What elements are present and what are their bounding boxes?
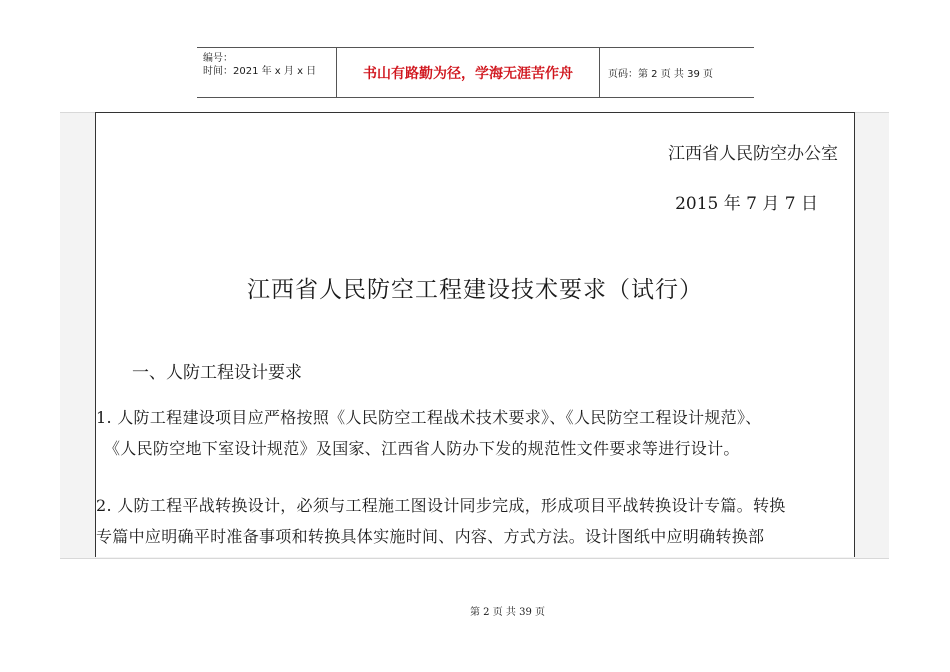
page-code: 页码：第 2 页 共 39 页	[608, 69, 713, 80]
paragraph-2-line-1: 2. 人防工程平战转换设计，必须与工程施工图设计同步完成，形成项目平战转换设计专篇。转换	[96, 496, 786, 515]
document-title: 江西省人民防空工程建设技术要求（试行）	[247, 277, 703, 303]
header-meta	[197, 48, 337, 97]
paragraph-2-line-2: 专篇中应明确平时准备事项和转换具体实施时间、内容、方式方法。设计图纸中应明确转换部	[96, 527, 765, 546]
paragraph-1-line-2: 《人民防空地下室设计规范》及国家、江西省人防办下发的规范性文件要求等进行设计。	[104, 439, 740, 458]
section-heading: 一、人防工程设计要求	[132, 363, 302, 383]
page-header	[197, 47, 754, 98]
document-page	[95, 112, 855, 557]
code-label: 编号：	[203, 53, 233, 64]
motto: 书山有路勤为径，学海无涯苦作舟	[337, 48, 600, 97]
page-footer: 第 2 页 共 39 页	[470, 607, 545, 618]
issue-date: 2015 年 7 月 7 日	[675, 194, 818, 214]
issuing-organization: 江西省人民防空办公室	[668, 144, 838, 164]
paragraph-1-line-1: 1. 人防工程建设项目应严格按照《人民防空工程战术技术要求》、《人民防空工程设计规范》、	[96, 408, 762, 427]
time-text: 时间：2021 年 x 月 x 日	[203, 66, 317, 77]
paragraph-2	[96, 490, 848, 552]
paragraph-1	[96, 402, 848, 464]
